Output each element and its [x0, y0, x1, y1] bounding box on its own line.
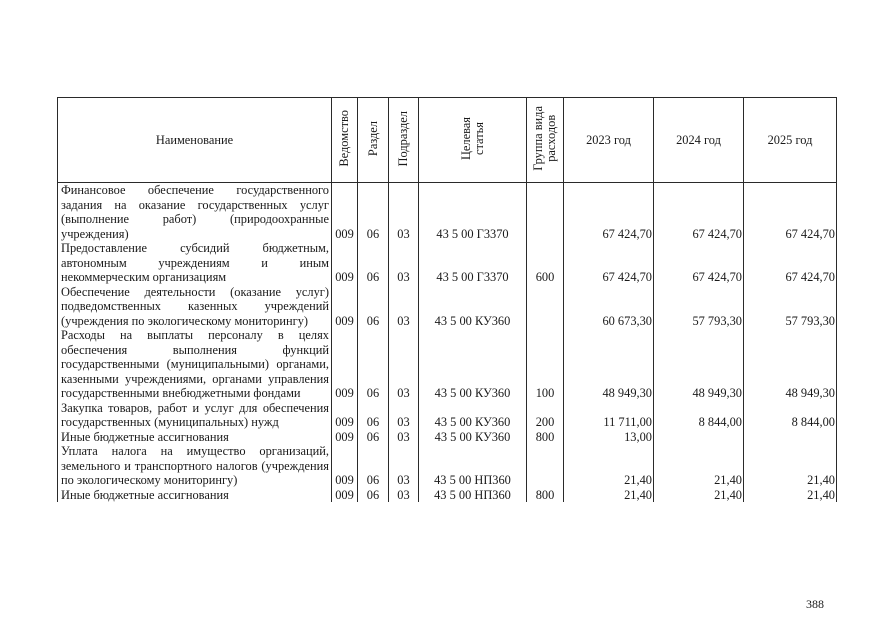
row-razdel: 06 [358, 444, 389, 488]
row-value-2025: 57 793,30 [744, 285, 837, 329]
row-vedomstvo: 009 [332, 401, 358, 430]
row-vedomstvo: 009 [332, 241, 358, 285]
header-name: Наименование [58, 98, 332, 183]
row-razdel: 06 [358, 183, 389, 242]
row-podrazdel: 03 [389, 183, 419, 242]
table-row [58, 401, 837, 430]
row-gruppa [527, 183, 564, 242]
row-razdel: 06 [358, 241, 389, 285]
row-tselevaya-statya: 43 5 00 НП360 [419, 488, 527, 503]
row-name: Иные бюджетные ассигнования [58, 430, 332, 445]
row-value-2023: 21,40 [564, 488, 654, 503]
row-value-2025: 21,40 [744, 488, 837, 503]
row-name: Расходы на выплаты персоналу в целях обеспечения выполнения функций государственными (муниципальными) органами, казенными учреждениями, органами управления государственными внебюджетными фондами [58, 328, 332, 401]
row-value-2025: 21,40 [744, 444, 837, 488]
row-name: Обеспечение деятельности (оказание услуг) подведомственных казенных учреждений (учреждения по экологическому мониторингу) [58, 285, 332, 329]
row-gruppa [527, 285, 564, 329]
row-vedomstvo: 009 [332, 328, 358, 401]
row-razdel: 06 [358, 401, 389, 430]
row-tselevaya-statya: 43 5 00 НП360 [419, 444, 527, 488]
row-value-2023: 67 424,70 [564, 241, 654, 285]
row-name: Предоставление субсидий бюджетным, автономным учреждениям и иным некоммерческим организациям [58, 241, 332, 285]
header-vedomstvo: Ведомство [332, 98, 358, 183]
header-podrazdel: Подраздел [389, 98, 419, 183]
row-value-2023: 67 424,70 [564, 183, 654, 242]
row-gruppa: 100 [527, 328, 564, 401]
row-value-2023: 60 673,30 [564, 285, 654, 329]
row-tselevaya-statya: 43 5 00 Г3370 [419, 241, 527, 285]
row-value-2025: 8 844,00 [744, 401, 837, 430]
row-tselevaya-statya: 43 5 00 Г3370 [419, 183, 527, 242]
table-row [58, 241, 837, 285]
row-vedomstvo: 009 [332, 285, 358, 329]
header-year-2024: 2024 год [654, 98, 744, 183]
row-podrazdel: 03 [389, 401, 419, 430]
row-name: Закупка товаров, работ и услуг для обеспечения государственных (муниципальных) нужд [58, 401, 332, 430]
row-value-2024: 21,40 [654, 444, 744, 488]
row-razdel: 06 [358, 328, 389, 401]
row-gruppa: 800 [527, 430, 564, 445]
table-row [58, 285, 837, 329]
row-podrazdel: 03 [389, 430, 419, 445]
table-row [58, 183, 837, 242]
row-gruppa: 800 [527, 488, 564, 503]
row-value-2024: 48 949,30 [654, 328, 744, 401]
table-row [58, 328, 837, 401]
row-gruppa: 600 [527, 241, 564, 285]
row-gruppa: 200 [527, 401, 564, 430]
row-razdel: 06 [358, 488, 389, 503]
row-podrazdel: 03 [389, 488, 419, 503]
row-value-2023: 11 711,00 [564, 401, 654, 430]
row-value-2024: 67 424,70 [654, 183, 744, 242]
row-value-2024: 57 793,30 [654, 285, 744, 329]
row-tselevaya-statya: 43 5 00 КУ360 [419, 401, 527, 430]
header-year-2025: 2025 год [744, 98, 837, 183]
row-value-2024: 67 424,70 [654, 241, 744, 285]
header-gruppa-vida-rashodov: Группа вида расходов [527, 98, 564, 183]
row-podrazdel: 03 [389, 444, 419, 488]
row-value-2023: 21,40 [564, 444, 654, 488]
row-podrazdel: 03 [389, 285, 419, 329]
row-gruppa [527, 444, 564, 488]
row-vedomstvo: 009 [332, 430, 358, 445]
table-row [58, 430, 837, 445]
row-vedomstvo: 009 [332, 444, 358, 488]
table-header-row [58, 98, 837, 183]
row-vedomstvo: 009 [332, 488, 358, 503]
header-year-2023: 2023 год [564, 98, 654, 183]
row-value-2025: 48 949,30 [744, 328, 837, 401]
row-value-2023: 48 949,30 [564, 328, 654, 401]
row-value-2025 [744, 430, 837, 445]
row-value-2024 [654, 430, 744, 445]
row-podrazdel: 03 [389, 241, 419, 285]
page-number: 388 [806, 597, 824, 611]
header-tselevaya-statya: Целевая статья [419, 98, 527, 183]
row-vedomstvo: 009 [332, 183, 358, 242]
row-value-2024: 8 844,00 [654, 401, 744, 430]
row-name: Уплата налога на имущество организаций, земельного и транспортного налогов (учреждения по экологическому мониторингу) [58, 444, 332, 488]
row-value-2025: 67 424,70 [744, 183, 837, 242]
budget-table-container [57, 97, 836, 502]
row-value-2023: 13,00 [564, 430, 654, 445]
row-razdel: 06 [358, 430, 389, 445]
row-name: Иные бюджетные ассигнования [58, 488, 332, 503]
table-row [58, 444, 837, 488]
row-value-2024: 21,40 [654, 488, 744, 503]
row-tselevaya-statya: 43 5 00 КУ360 [419, 430, 527, 445]
table-row [58, 488, 837, 503]
row-tselevaya-statya: 43 5 00 КУ360 [419, 328, 527, 401]
row-value-2025: 67 424,70 [744, 241, 837, 285]
header-razdel: Раздел [358, 98, 389, 183]
row-razdel: 06 [358, 285, 389, 329]
row-tselevaya-statya: 43 5 00 КУ360 [419, 285, 527, 329]
row-podrazdel: 03 [389, 328, 419, 401]
budget-table [57, 97, 837, 502]
row-name: Финансовое обеспечение государственного задания на оказание государственных услуг (выполнение работ) (природоохранные учреждения) [58, 183, 332, 242]
